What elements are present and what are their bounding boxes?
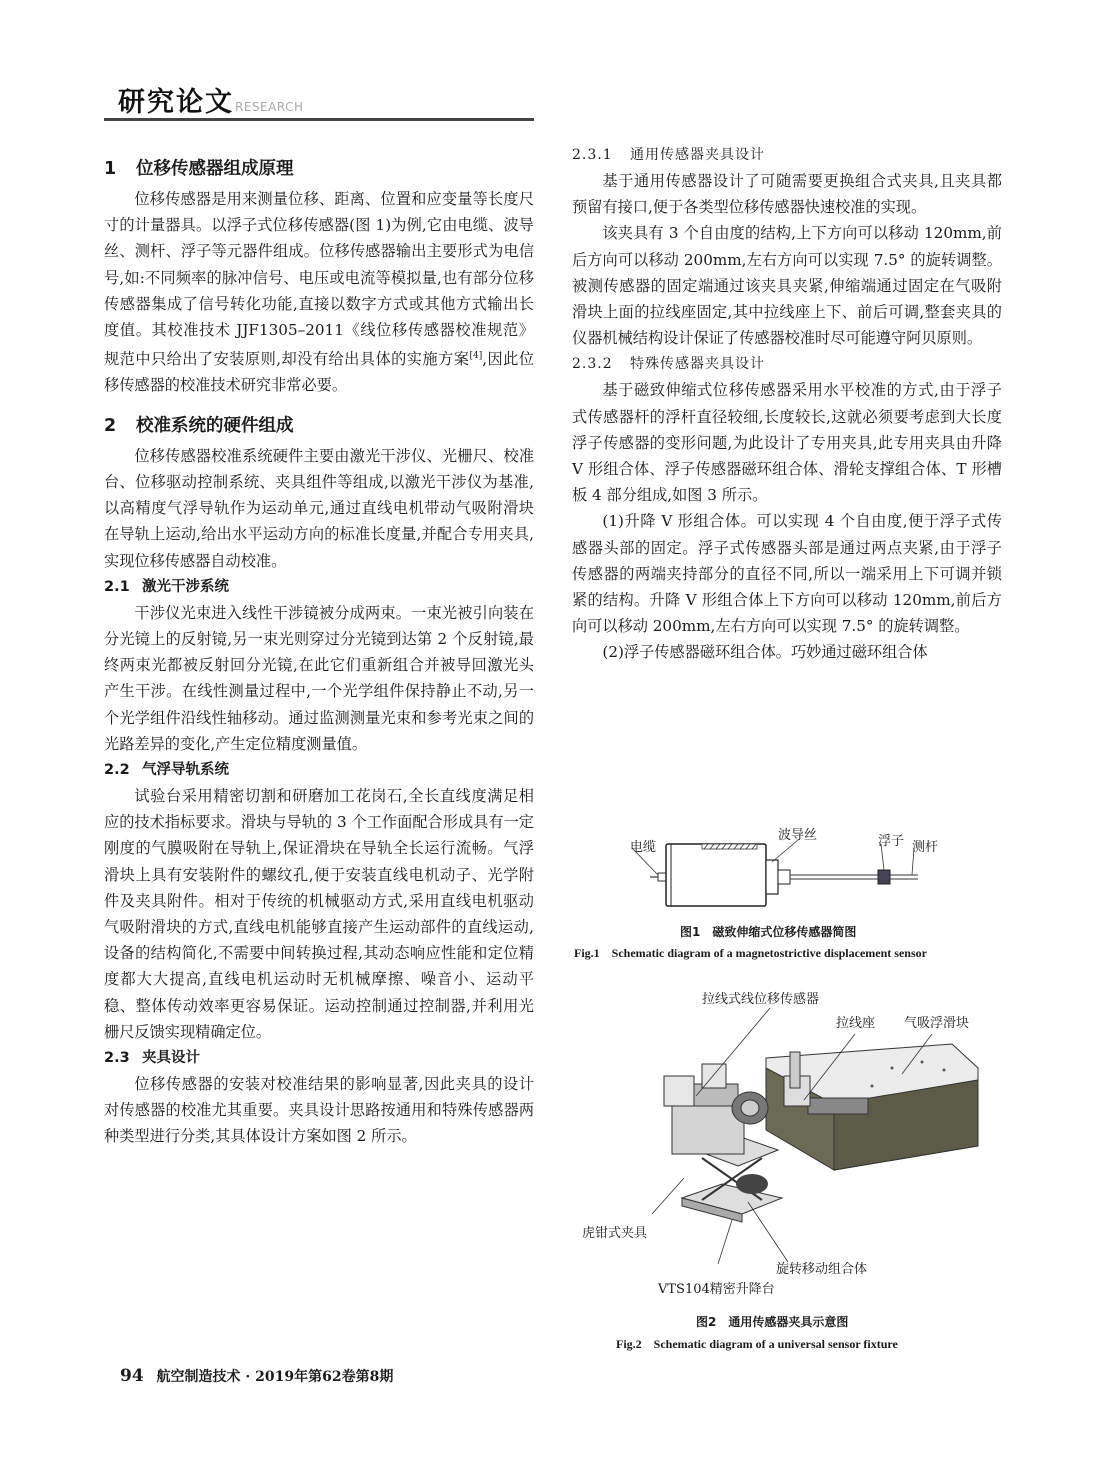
journal-name: 航空制造技术 · 2019年第62卷第8期: [156, 1369, 394, 1385]
heading-2-2: 2.2 气浮导轨系统: [104, 761, 229, 778]
label-rotary: 旋转移动组合体: [776, 1262, 868, 1277]
section-label-en: RESEARCH: [235, 100, 304, 114]
fixture-diagram: [572, 988, 1002, 1298]
journal-header: [104, 80, 534, 124]
paragraph: 基于通用传感器设计了可随需要更换组合式夹具,且夹具都预留有接口,便于各类型位移传感器快速校准的实现。: [572, 172, 1002, 217]
figure-2: [572, 988, 1002, 1358]
heading-2-3: 2.3 夹具设计: [104, 1049, 200, 1066]
figure-1-caption: 图1 磁致伸缩式位移传感器简图: [680, 925, 857, 939]
paragraph: 位移传感器的安装对校准结果的影响显著,因此夹具的设计对传感器的校准尤其重要。夹具设计思路按通用和特殊传感器两种类型进行分类,其具体设计方案如图 2 所示。: [104, 1074, 534, 1146]
heading-2: 2 校准系统的硬件组成: [104, 415, 294, 436]
label-cable: 电缆: [630, 840, 657, 855]
label-lift: VTS104精密升降台: [658, 1282, 775, 1297]
figure-1-caption-en: Fig.1 Schematic diagram of a magnetostrictive displacement sensor: [574, 946, 927, 960]
label-seat: 拉线座: [836, 1016, 876, 1031]
paragraph: (2)浮子传感器磁环组合体。巧妙通过磁环组合体: [602, 643, 928, 662]
page-footer: [120, 1366, 393, 1386]
label-vise: 虎钳式夹具: [582, 1226, 648, 1241]
figure-2-caption: 图2 通用传感器夹具示意图: [696, 1315, 849, 1329]
heading-1: 1 位移传感器组成原理: [104, 159, 294, 179]
label-float: 浮子: [878, 834, 905, 849]
header-rule: [104, 118, 534, 121]
paragraph: 基于磁致伸缩式位移传感器采用水平校准的方式,由于浮子式传感器杆的浮杆直径较细,长度较长,这就必须要考虑到大长度浮子传感器的变形问题,为此设计了专用夹具,此专用夹具由升降 V 形组合体、浮子传感器磁环组合体、滑轮支撑组合体、T 形槽板 4 部分组成,如图 3 所示。: [572, 381, 1002, 505]
right-column: [572, 142, 1002, 666]
heading-2-1: 2.1 激光干涉系统: [104, 578, 229, 595]
figure-2-caption-en: Fig.2 Schematic diagram of a universal sensor fixture: [616, 1337, 898, 1351]
left-column: [104, 156, 534, 1150]
paragraph: (1)升降 V 形组合体。可以实现 4 个自由度,便于浮子式传感器头部的固定。浮子式传感器头部是通过两点夹紧,由于浮子传感器的两端夹持部分的直径不同,所以一端采用上下可调并锁紧的结构。升降 V 形组合体上下方向可以移动 120mm,前后方向可以移动 200mm,左右方向可以实现 7.5° 的旋转调整。: [572, 512, 1002, 636]
label-waveguide: 波导丝: [778, 828, 818, 843]
heading-2-3-2: 2.3.2 特殊传感器夹具设计: [572, 356, 765, 373]
section-label: 研究论文: [118, 87, 234, 118]
label-sensor: 拉线式线位移传感器: [702, 992, 820, 1007]
label-slider: 气吸浮滑块: [904, 1016, 970, 1031]
citation: [4]: [469, 351, 483, 362]
paragraph: 位移传感器校准系统硬件主要由激光干涉仪、光栅尺、校准台、位移驱动控制系统、夹具组件等组成,以激光干涉仪为基准,以高精度气浮导轨作为运动单元,通过直线电机带动气吸附滑块在导轨上运动,给出水平运动方向的标准长度量,并配合专用夹具,实现位移传感器自动校准。: [104, 446, 534, 570]
figure-1: [572, 820, 1002, 965]
paragraph: 干涉仪光束进入线性干涉镜被分成两束。一束光被引向装在分光镜上的反射镜,另一束光则穿过分光镜到达第 2 个反射镜,最终两束光都被反射回分光镜,在此它们重新组合并被导回激光头产生干涉。在线性测量过程中,一个光学组件保持静止不动,另一个光学组件沿线性轴移动。通过监测测量光束和参考光束之间的光路差异的变化,产生定位精度测量值。: [104, 603, 534, 753]
paragraph: 位移传感器是用来测量位移、距离、位置和应变量等长度尺寸的计量器具。以浮子式位移传感器(图 1)为例,它由电缆、波导丝、测杆、浮子等元器件组成。位移传感器输出主要形式为电信号,如:不同频率的脉冲信号、电压或电流等模拟量,也有部分位移传感器集成了信号转化功能,直接以数字方式或其他方式输出长度值。其校准技术 JJF1305–2011《线位移传感器校准规范》规范中只给出了安装原则,却没有给出具体的实施方案[4],因此位移传感器的校准技术研究非常必要。: [104, 190, 535, 395]
paragraph: 试验台采用精密切割和研磨加工花岗石,全长直线度满足相应的技术指标要求。滑块与导轨的 3 个工作面配合形成具有一定刚度的气膜吸附在导轨上,保证滑块在导轨全长运行流畅。气浮滑块上具有安装附件的螺纹孔,便于安装直线电机动子、光学附件及夹具附件。相对于传统的机械驱动方式,采用直线电机驱动气吸附滑块的方式,直线电机能够直接产生运动部件的直线运动,设备的结构简化,不需要中间转换过程,其动态响应性能和定位精度都大大提高,直线电机运动时无机械摩擦、噪音小、运动平稳、整体传动效率更容易保证。运动控制通过控制器,并利用光栅尺反馈实现精确定位。: [104, 786, 534, 1041]
heading-2-3-1: 2.3.1 通用传感器夹具设计: [572, 147, 765, 163]
label-rod: 测杆: [912, 840, 939, 855]
paragraph: 该夹具有 3 个自由度的结构,上下方向可以移动 120mm,前后方向可以移动 200mm,左右方向可以实现 7.5° 的旋转调整。被测传感器的固定端通过该夹具夹紧,伸缩端通过固定在气吸附滑块上面的拉线座固定,其中拉线座上下、前后可调,整套夹具的仪器机械结构设计保证了传感器校准时尽可能遵守阿贝原则。: [572, 224, 1002, 348]
page-number: 94: [120, 1366, 144, 1386]
